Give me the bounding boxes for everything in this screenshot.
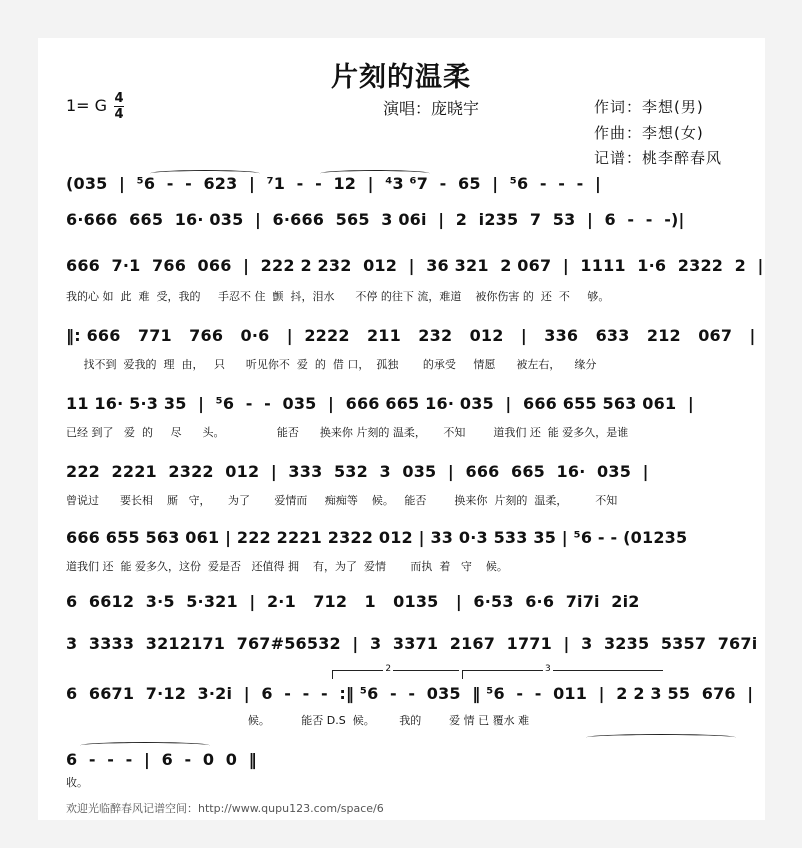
key-signature: 1= G — [66, 96, 108, 115]
lyric-line-11: 收。 — [66, 776, 88, 789]
staff-line-6: 222 2221 2322 012 | 333 532 3 035 | 666 665 16· 035 | — [66, 462, 649, 481]
lyric-line-3: 我的心 如 此 难 受，我的 手忍不 住 颤 抖，泪水 不停 的往下 流，难道 被你伤害 的 还 不 够。 — [66, 290, 610, 303]
footer-credit: 欢迎光临醉春风记谱空间：http://www.qupu123.com/space/6 — [66, 802, 384, 815]
slur — [586, 734, 736, 741]
staff-line-4: ‖: 666 771 766 0·6 | 2222 211 232 012 | 336 633 212 067 | — [66, 326, 756, 345]
staff-line-9: 3 3333 3212171 767#56532 | 3 3371 2167 1771 | 3 3235 5357 767i — [66, 634, 758, 653]
slur — [150, 170, 260, 177]
staff-line-10: 6 6671 7·12 3·2i | 6 - - - :‖ ⁵6 - - 035 ‖ ⁵6 - - 011 | 2 2 3 55 676 | — [66, 684, 754, 703]
composer: 作曲：李想(女) — [594, 124, 704, 142]
staff-line-7: 666 655 563 061 | 222 2221 2322 012 | 33 0·3 533 35 | ⁵6 - - (01235 — [66, 528, 688, 547]
staff-line-1: (035 | ⁵6 - - 623 | ⁷1 - - 12 | ⁴3 ⁶7 - 65 | ⁵6 - - - | — [66, 174, 602, 193]
transcriber: 记谱：桃李醉春风 — [594, 149, 723, 167]
singer: 演唱：庞晓宇 — [383, 99, 480, 118]
ending-bracket-2: 2 — [332, 670, 459, 679]
staff-line-2: 6·666 665 16· 035 | 6·666 565 3 06i | 2 i235 7 53 | 6 - - -)| — [66, 210, 685, 229]
song-title: 片刻的温柔 — [331, 62, 471, 93]
lyric-line-7: 道我们 还 能 爱多久，这份 爱是否 还值得 拥 有，为了 爱情 而执 着 守 候。 — [66, 560, 508, 573]
lyric-line-6: 曾说过 要长相 厮 守， 为了 爱情而 痴痴等 候。 能否 换来你 片刻的 温柔， 不知 — [66, 494, 618, 507]
lyric-line-4: 找不到 爱我的 理 由， 只 听见你不 爱 的 借 口， 孤独 的承受 情愿 被左右， 缘分 — [66, 358, 597, 371]
lyric-line-5: 已经 到了 爱 的 尽 头。 能否 换来你 片刻的 温柔， 不知 道我们 还 能 爱多久，是谁 — [66, 426, 629, 439]
slur — [80, 742, 210, 749]
staff-line-3: 666 7·1 766 066 | 222 2 232 012 | 36 321 2 067 | 1111 1·6 2322 2 | — [66, 256, 764, 275]
slur — [320, 170, 430, 177]
time-signature — [114, 92, 124, 121]
staff-line-11: 6 - - - | 6 - 0 0 ‖ — [66, 750, 257, 769]
time-top: 4 — [114, 91, 124, 106]
staff-line-5: 11 16· 5·3 35 | ⁵6 - - 035 | 666 665 16· 035 | 666 655 563 061 | — [66, 394, 694, 413]
lyricist: 作词：李想(男) — [594, 98, 704, 116]
ending-bracket-3: 3 — [462, 670, 663, 679]
staff-line-8: 6 6612 3·5 5·321 | 2·1 712 1 0135 | 6·53 6·6 7i7i 2i2 — [66, 592, 640, 611]
lyric-line-10: 候。 能否 D.S 候。 我的 爱 情 已 覆水 难 — [66, 714, 530, 727]
time-bottom: 4 — [114, 107, 124, 122]
